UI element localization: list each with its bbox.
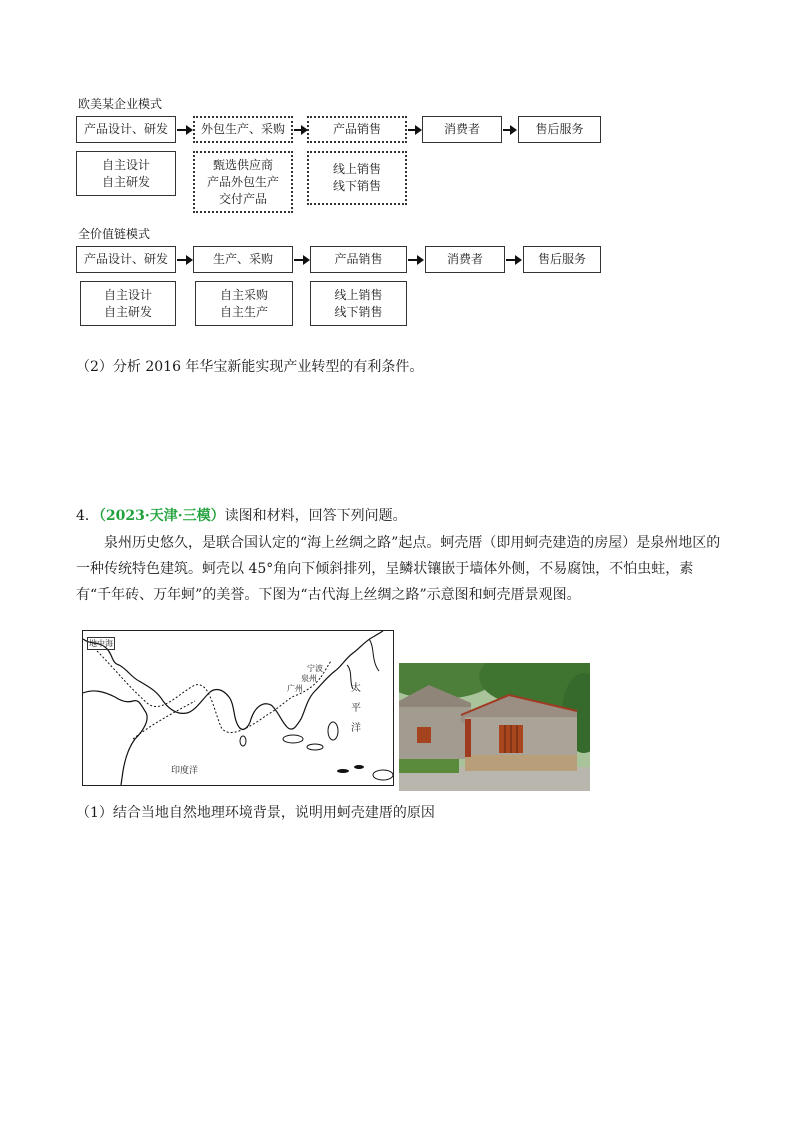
d2-sales-box: 产品销售 (310, 246, 407, 273)
map-label-mediterranean: 地中海 (89, 639, 113, 648)
question-4-paragraph: 泉州历史悠久，是联合国认定的“海上丝绸之路”起点。蚵壳厝（即用蚵壳建造的房屋）是泉州地区的一种传统特色建筑。蚵壳以 45°角向下倾斜排列，呈鳞状镶嵌于墙体外侧，不易腐蚀，不怕虫蛀，素有“千年砖、万年蚵”的美誉。下图为“古代海上丝绸之路”示意图和蚵壳厝景观图。 (76, 535, 721, 603)
d1-outsource-box: 外包生产、采购 (193, 116, 293, 143)
pacific-char-2: 平 (351, 703, 361, 714)
pacific-char-3: 洋 (351, 723, 361, 734)
d1-outsource-detail: 甄选供应商 产品外包生产 交付产品 (193, 151, 293, 213)
question-lead: 读图和材料，回答下列问题。 (224, 508, 407, 524)
d2-consumer-box: 消费者 (425, 246, 505, 273)
diagram2-title: 全价值链模式 (78, 227, 151, 241)
d1-arrow-1 (177, 129, 191, 131)
d2-design-box: 产品设计、研发 (76, 246, 176, 273)
d2-sales-detail: 线上销售 线下销售 (310, 281, 407, 326)
house-drawing (399, 663, 590, 791)
d2-production-box: 生产、采购 (193, 246, 293, 273)
d1-aftersales-box: 售后服务 (518, 116, 601, 143)
map-label-indian-ocean: 印度洋 (171, 766, 199, 776)
pacific-char-1: 太 (351, 683, 361, 694)
d2-aftersales-box: 售后服务 (523, 246, 601, 273)
question-source: （2023·天津·三模） (98, 508, 225, 524)
d2-design-detail: 自主设计 自主研发 (80, 281, 176, 326)
silk-road-map (82, 630, 394, 786)
d2-production-detail: 自主采购 自主生产 (195, 281, 293, 326)
question-4-1-text: （1）结合当地自然地理环境背景，说明用蚵壳建厝的原因 (76, 805, 435, 821)
question-2-text: （2）分析 2016 年华宝新能实现产业转型的有利条件。 (76, 359, 424, 375)
d1-consumer-box: 消费者 (422, 116, 502, 143)
d2-arrow-3 (408, 259, 422, 261)
map-label-guangzhou: 广州 (287, 684, 303, 693)
d2-arrow-4 (506, 259, 520, 261)
d1-design-detail: 自主设计 自主研发 (76, 151, 176, 196)
question-4-header (76, 503, 407, 529)
d1-arrow-2 (294, 129, 306, 131)
map-label-ningbo: 宁波 (307, 664, 323, 673)
map-drawing (83, 631, 393, 785)
d2-arrow-2 (294, 259, 308, 261)
d1-design-box: 产品设计、研发 (76, 116, 176, 143)
oyster-shell-house-photo (399, 663, 590, 791)
diagram1-title: 欧美某企业模式 (78, 97, 163, 111)
question-number: 4． (76, 508, 99, 524)
d1-sales-box: 产品销售 (307, 116, 407, 143)
d1-arrow-3 (408, 129, 420, 131)
d2-arrow-1 (177, 259, 191, 261)
d1-arrow-4 (503, 129, 515, 131)
map-label-quanzhou: 泉州 (301, 674, 317, 683)
d1-sales-detail: 线上销售 线下销售 (307, 151, 407, 205)
map-label-pacific (351, 679, 361, 739)
